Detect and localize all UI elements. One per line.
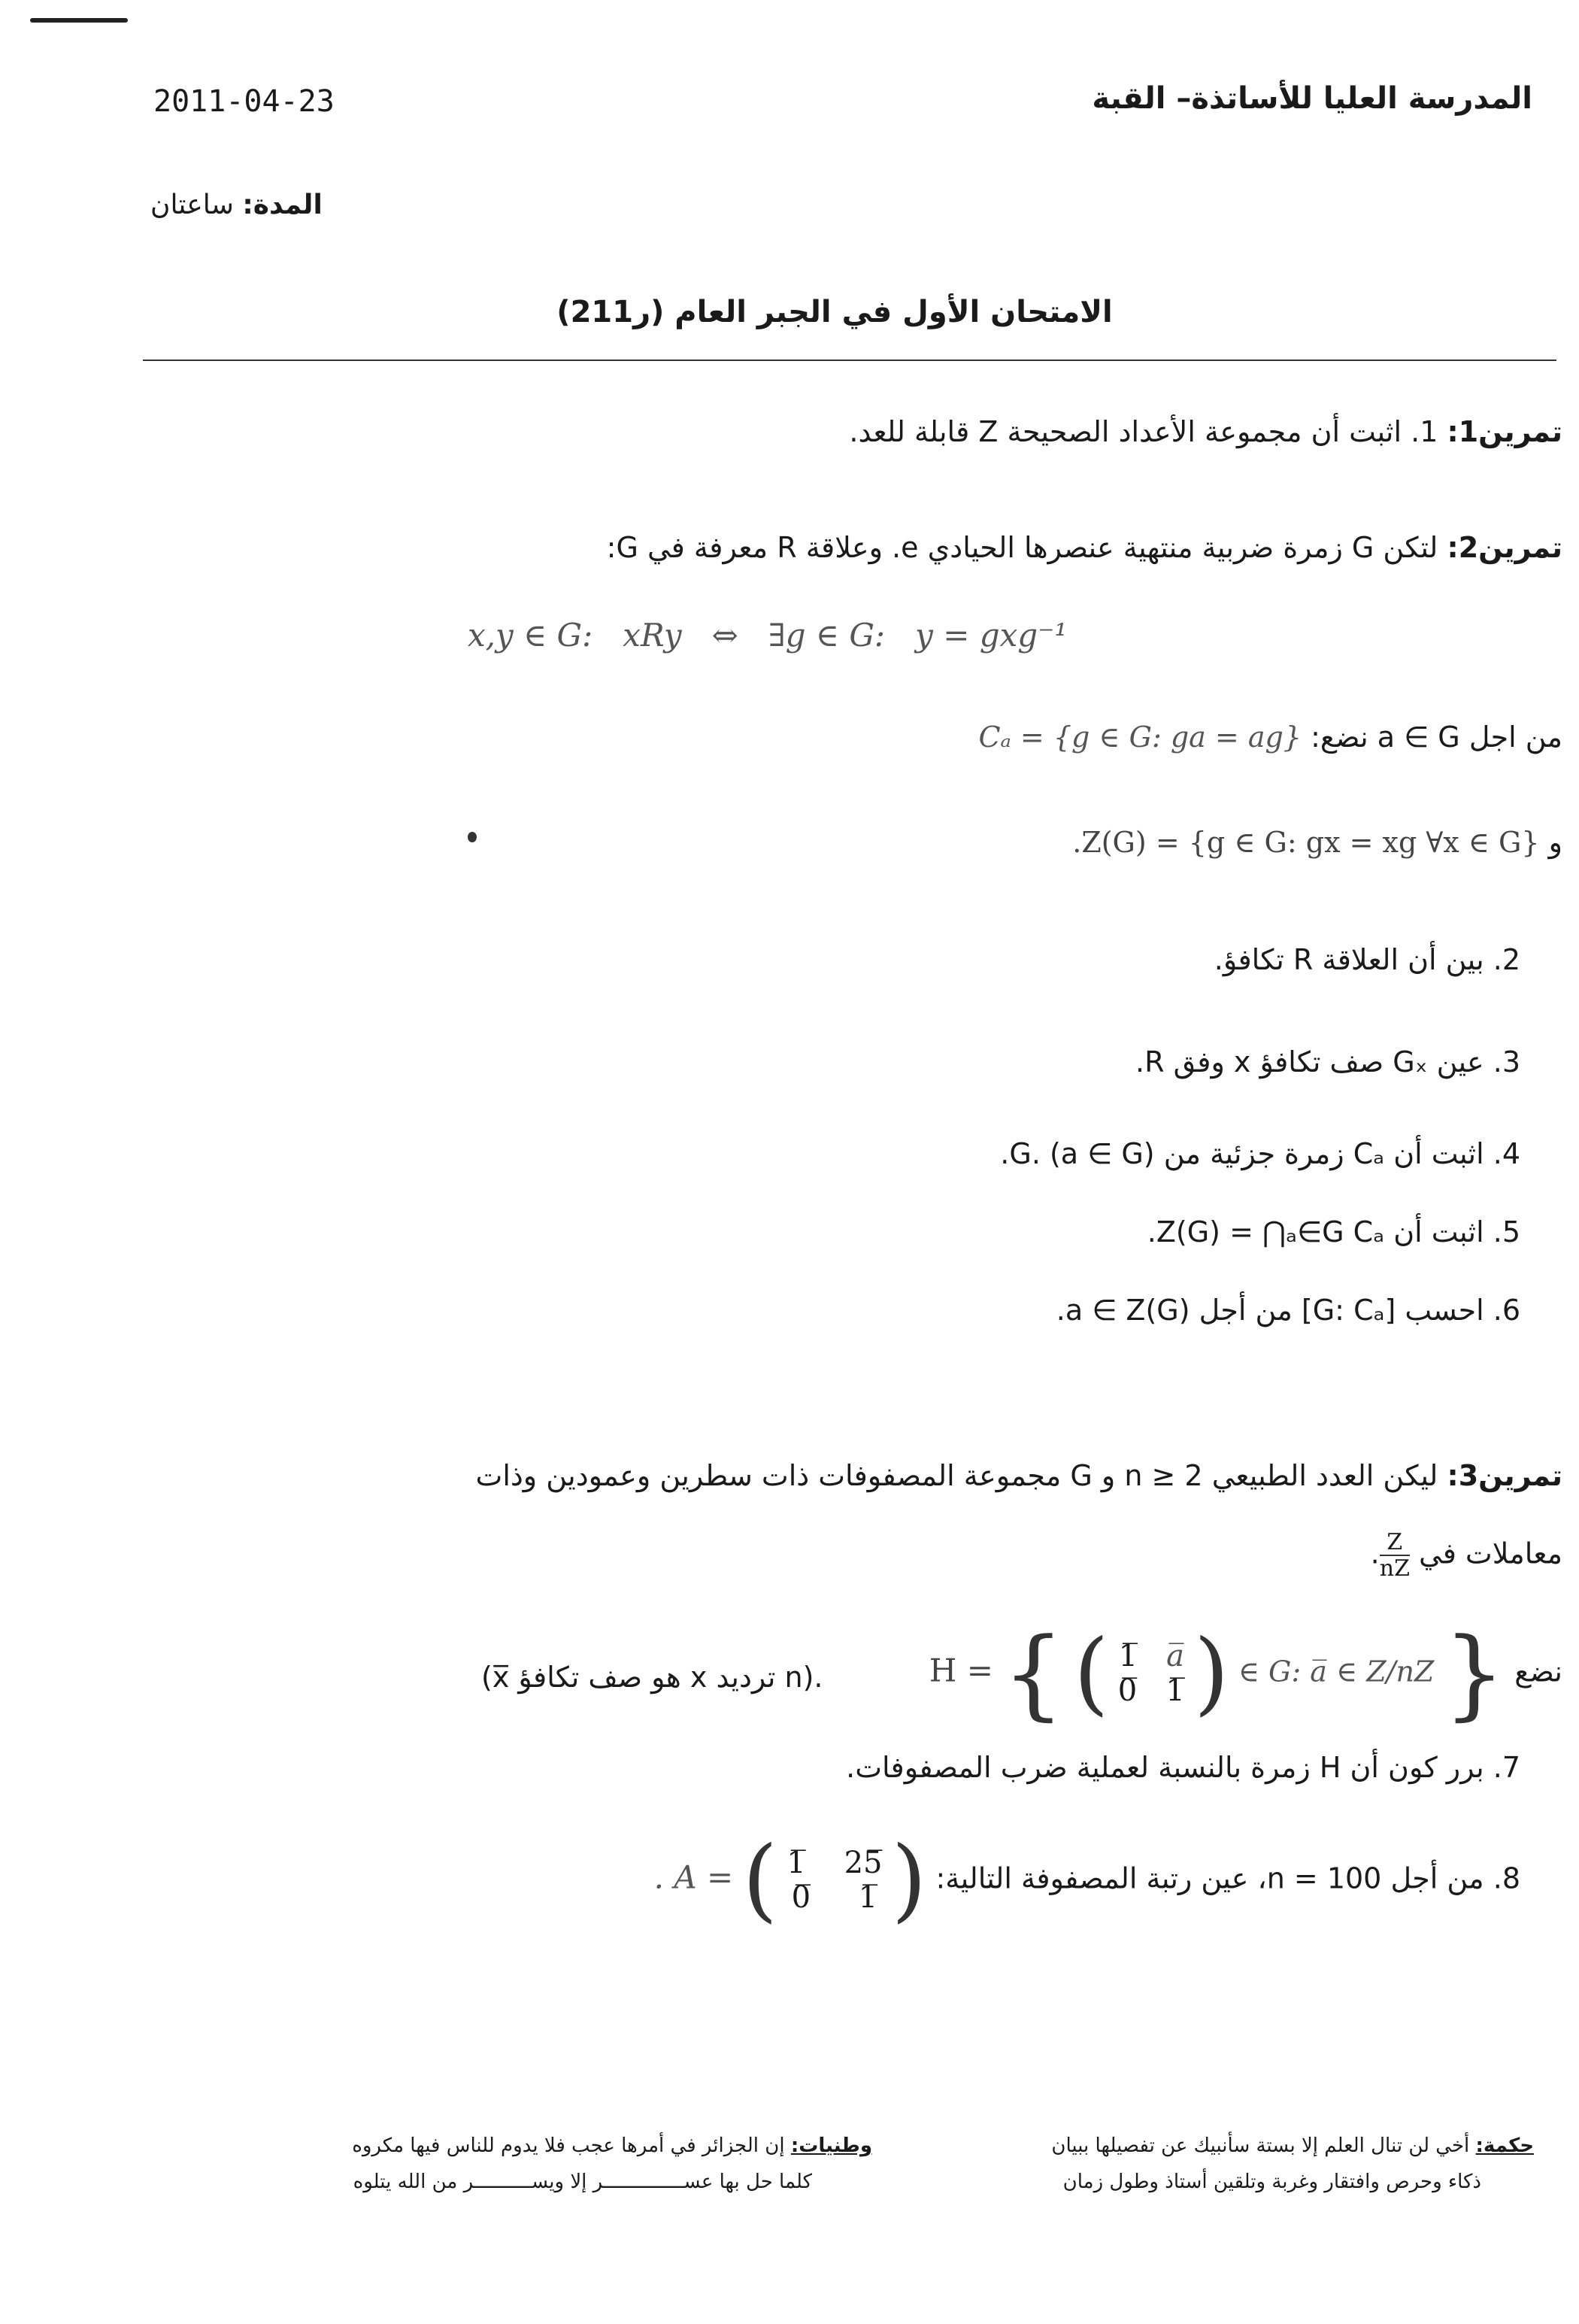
set-h-note: (x̅ هو صف تكافؤ x ترديد n). [481,1661,823,1694]
center-prefix: و [1548,826,1562,859]
quotient-denominator: nZ [1379,1555,1410,1582]
matrix-a-label: . A = [653,1858,734,1896]
exam-title: الامتحان الأول في الجبر العام (ر211) [556,295,1113,329]
wisdom-label: حكمة: [1475,2134,1534,2157]
duration-label: المدة: [242,190,323,220]
brace-left: { [1002,1616,1065,1731]
exercise-3-intro-line2: معاملات في $\frac{Z}{nZ}$ . [1370,1529,1562,1582]
matrix-h [1118,1639,1185,1708]
exercise-3-intro-text: ليكن العدد الطبيعي n ≥ 2 و G مجموعة المصفوفات ذات سطرين وعمودين وذات [475,1459,1438,1492]
ca-prefix: من اجل a ∈ G نضع: [1311,721,1562,754]
matrix-h-22: 1̅ [1165,1673,1185,1708]
paren-right: ) [1193,1621,1229,1725]
exercise-3-intro [134,1459,1562,1492]
institution-name: المدرسة العليا للأساتذة– القبة [1092,81,1532,116]
wisdom-line-2: ذكاء وحرص وافتقار وغربة وتلقين أستاذ وطول زمان [1062,2171,1481,2193]
matrix-h-11: 1̅ [1118,1639,1138,1673]
center-definition: .Z(G) = {g ∈ G: gx = xg ∀x ∈ G} [1072,826,1540,859]
matrix-a [786,1846,882,1915]
ca-definition: Cₐ = {g ∈ G: ga = ag} [978,721,1302,754]
question-7: 7. برر كون أن H زمرة بالنسبة لعملية ضرب المصفوفات. [846,1751,1520,1784]
coefficients-prefix: معاملات في [1419,1537,1562,1570]
question-6: 6. احسب [G: Cₐ] من أجل a ∈ Z(G). [1056,1294,1520,1327]
question-3: 3. عين Gₓ صف تكافؤ x وفق R. [1135,1045,1520,1079]
set-prefix: نضع [1514,1655,1562,1688]
center-definition-line [660,826,1562,859]
question-8-text: 8. من أجل n = 100، عين رتبة المصفوفة التالية: [935,1861,1520,1895]
exercise-2-label: تمرين2: [1447,531,1562,564]
matrix-a-21: 0̅ [791,1880,811,1915]
quotient-numerator: Z [1380,1530,1410,1556]
duration-value: ساعتان [150,190,234,220]
quotient-ring [1380,1530,1410,1581]
paren-left: ( [1073,1621,1109,1725]
matrix-h-12: a̅ [1166,1639,1185,1673]
set-h-label: H = [929,1652,993,1689]
matrix-a-expression [653,1828,927,1932]
exam-date: 2011-04-23 [153,84,335,119]
patriotic-line-1: إن الجزائر في أمرها عجب فلا يدوم للناس فيها مكروه [352,2134,785,2157]
ink-speck [468,832,477,842]
matrix-a-22: 1̅ [858,1880,878,1915]
patriotic-line-2: كلما حل بها عســــــــــــــر إلا ويســــــــــر من الله يتلوه [353,2171,812,2193]
patriotic-verse [316,2134,872,2193]
question-8 [392,1828,1520,1932]
exercise-2-intro [209,531,1562,564]
exercise-1-label: تمرين1: [1447,415,1562,448]
exercise-1-text: 1. اثبت أن مجموعة الأعداد الصحيحة Z قابلة للعد. [849,415,1438,448]
wisdom-verse [1008,2134,1534,2193]
patriotic-label: وطنيات: [790,2134,872,2157]
title-rule [143,360,1556,361]
exercise-3-label: تمرين3: [1447,1459,1562,1492]
matrix-a-11: 1̅ [786,1846,806,1880]
relation-definition: x,y ∈ G: xRy ⇔ ∃g ∈ G: y = gxg⁻¹ [468,617,1068,654]
exercise-2-intro-text: لتكن G زمرة ضربية منتهية عنصرها الحيادي e. وعلاقة R معرفة في G: [606,531,1438,564]
paren-a-left: ( [742,1828,778,1932]
wisdom-line-1: أخي لن تنال العلم إلا بستة سأنبيك عن تفصيلها ببيان [1051,2134,1470,2157]
exercise-1 [284,415,1562,448]
matrix-h-21: 0̅ [1117,1673,1138,1708]
set-h-condition: ∈ G: a̅ ∈ Z/nZ [1238,1655,1435,1688]
paren-a-right: ) [891,1828,927,1932]
brace-right: } [1443,1616,1506,1731]
question-5: 5. اثبت أن Z(G) = ⋂ₐ∈G Cₐ. [1147,1215,1520,1248]
question-2: 2. بين أن العلاقة R تكافؤ. [1214,943,1520,976]
exam-duration [150,190,376,220]
set-h-expression [929,1616,1506,1731]
ca-definition-line [660,721,1562,754]
scan-mark [30,18,128,23]
question-4: 4. اثبت أن Cₐ زمرة جزئية من G. (a ∈ G). [1000,1137,1520,1170]
matrix-a-12: 25̅ [844,1846,883,1880]
